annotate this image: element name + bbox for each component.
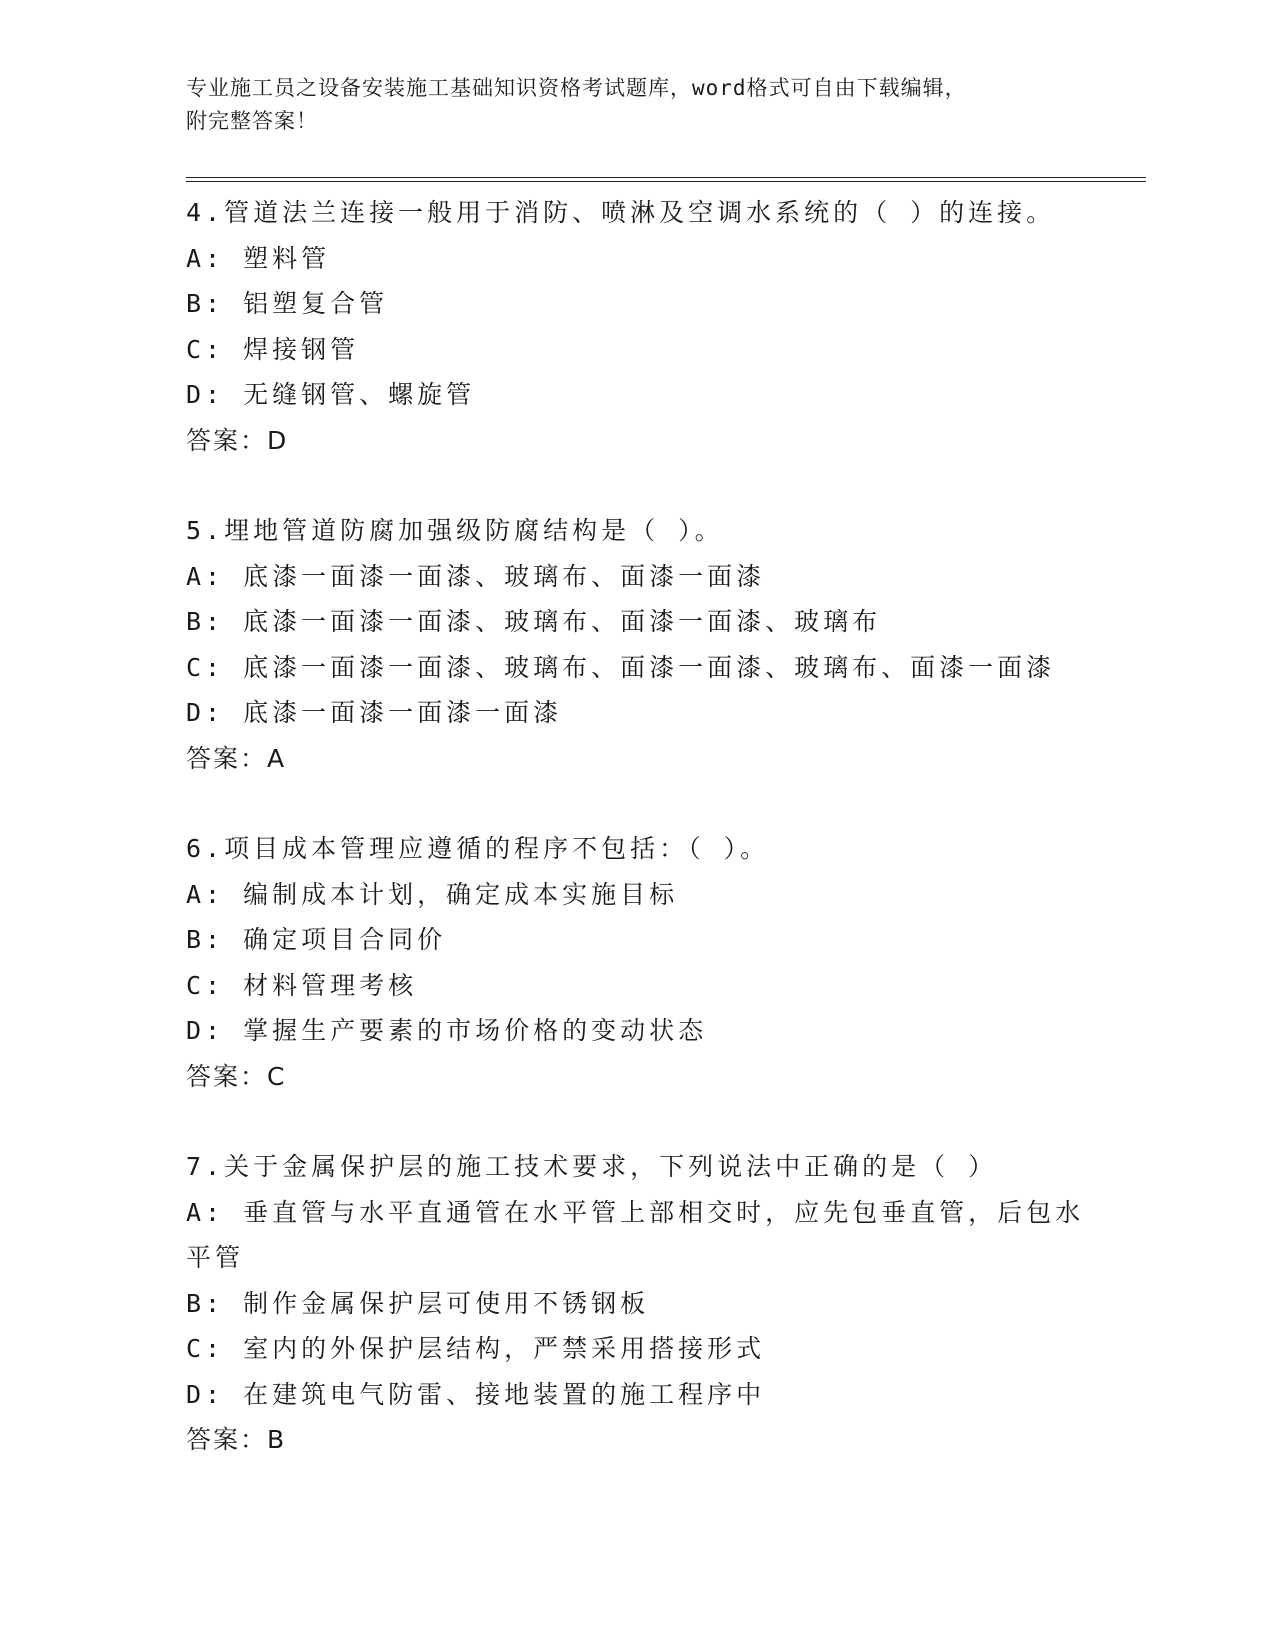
option-c: C: 焊接钢管	[186, 334, 360, 364]
header-line-2: 附完整答案！	[186, 109, 318, 133]
option-b: B: 底漆一面漆一面漆、玻璃布、面漆一面漆、玻璃布	[186, 607, 882, 636]
question-stem: 6.项目成本管理应遵循的程序不包括：（ ）。	[186, 834, 770, 863]
question-stem: 5.埋地管道防腐加强级防腐结构是（ ）。	[186, 516, 724, 545]
question-6	[186, 826, 1086, 1099]
option-a: A: 底漆一面漆一面漆、玻璃布、面漆一面漆	[186, 561, 766, 591]
option-a: A: 编制成本计划，确定成本实施目标	[186, 879, 679, 909]
option-d: D: 无缝钢管、螺旋管	[186, 380, 476, 409]
header-line-1: 专业施工员之设备安装施工基础知识资格考试题库，word格式可自由下载编辑，	[186, 76, 967, 100]
option-a: A: 垂直管与水平直通管在水平管上部相交时，应先包垂直管，后包水平管	[186, 1197, 1085, 1272]
option-d: D: 掌握生产要素的市场价格的变动状态	[186, 1016, 708, 1045]
answer-label: 答案：B	[186, 1425, 287, 1454]
option-b: B: 制作金属保护层可使用不锈钢板	[186, 1288, 650, 1318]
header-divider-bottom	[186, 181, 1146, 182]
answer-label: 答案：C	[186, 1061, 287, 1091]
option-d: D: 在建筑电气防雷、接地装置的施工程序中	[186, 1379, 766, 1409]
question-list	[186, 190, 1086, 1508]
header-divider-top	[186, 177, 1146, 178]
option-c: C: 室内的外保护层结构，严禁采用搭接形式	[186, 1334, 766, 1363]
question-stem: 4.管道法兰连接一般用于消防、喷淋及空调水系统的（ ）的连接。	[186, 198, 1056, 227]
option-b: B: 确定项目合同价	[186, 925, 447, 954]
option-d: D: 底漆一面漆一面漆一面漆	[186, 698, 563, 727]
question-stem: 7.关于金属保护层的施工技术要求，下列说法中正确的是（ ）	[186, 1152, 998, 1181]
option-c: C: 材料管理考核	[186, 970, 418, 1000]
question-5	[186, 508, 1086, 781]
answer-label: 答案：A	[186, 743, 287, 773]
question-4	[186, 190, 1086, 463]
document-header	[186, 72, 1066, 138]
option-b: B: 铝塑复合管	[186, 289, 389, 318]
option-c: C: 底漆一面漆一面漆、玻璃布、面漆一面漆、玻璃布、面漆一面漆	[186, 652, 1056, 682]
question-7	[186, 1144, 1086, 1463]
option-a: A: 塑料管	[186, 243, 331, 273]
answer-label: 答案：D	[186, 425, 289, 455]
